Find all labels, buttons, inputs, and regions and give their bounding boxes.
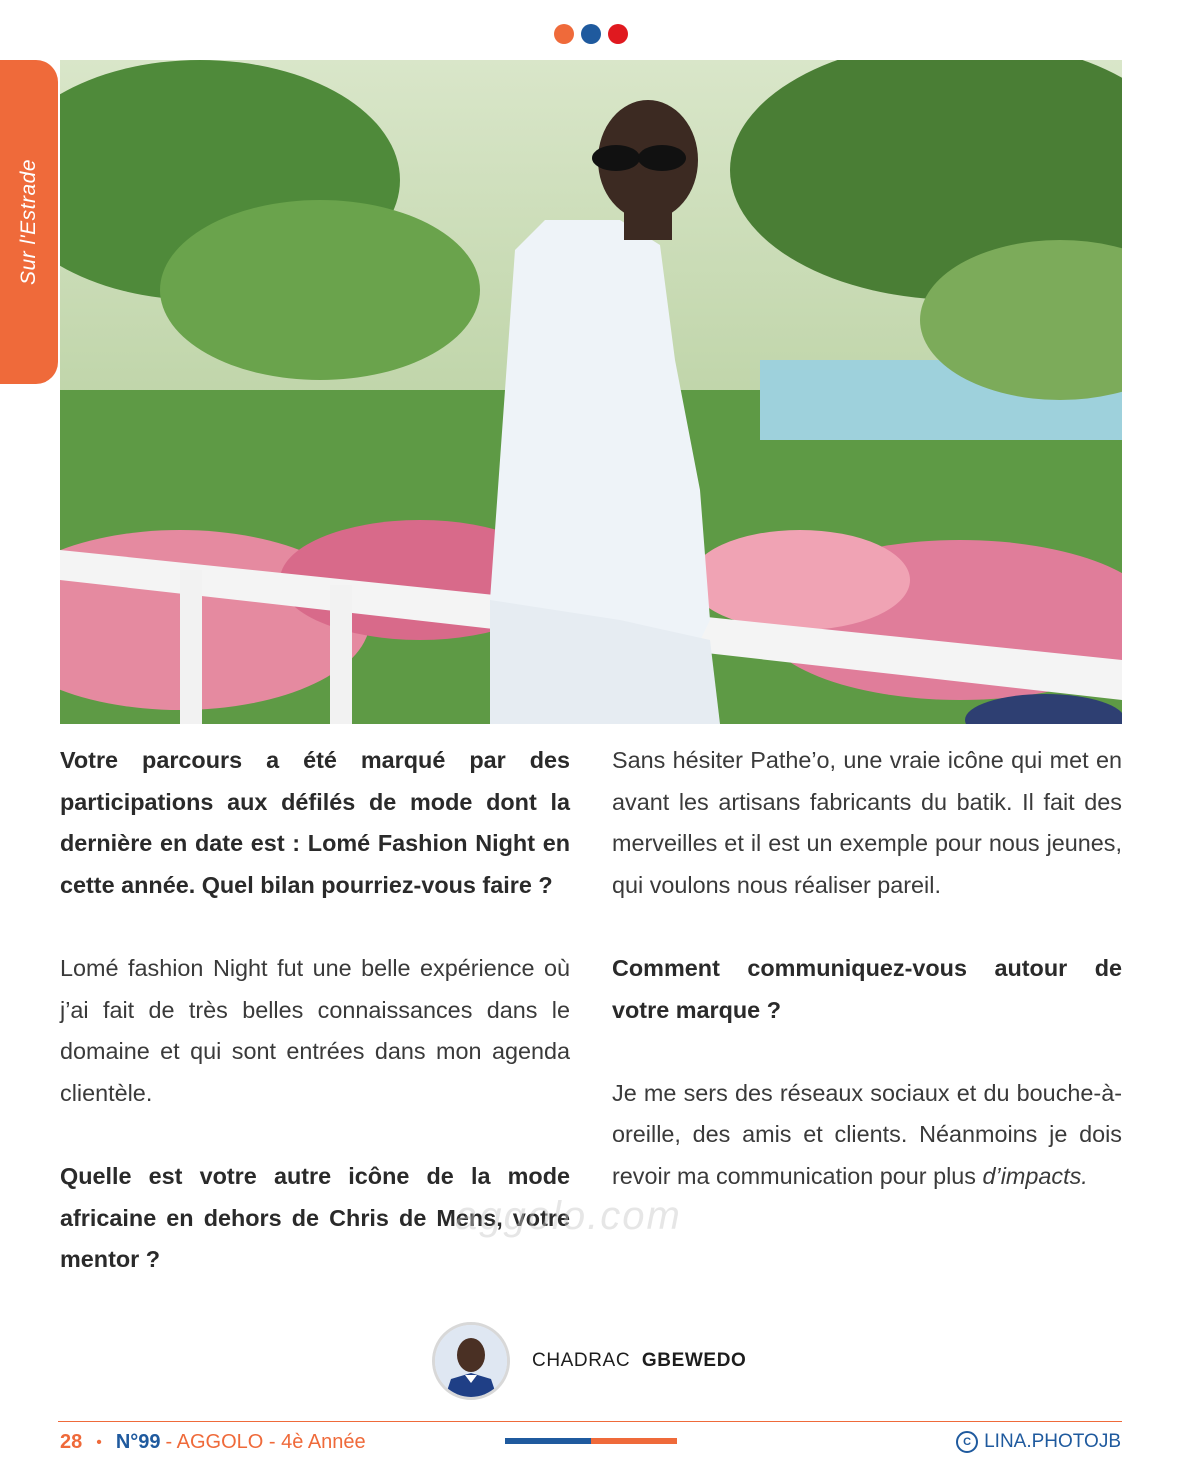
orange-bar <box>591 1438 677 1444</box>
orange-dot <box>554 24 574 44</box>
photo-credit <box>956 1431 1121 1453</box>
feature-photo <box>60 60 1122 724</box>
author-last-name: GBEWEDO <box>641 1350 747 1371</box>
footer-bullet: • <box>96 1433 102 1451</box>
issue-number: N°99 <box>115 1431 161 1453</box>
question-3: Comment communiquez-vous autour de votre marque ? <box>612 954 1122 1023</box>
photo-credit-name: LINA.PHOTOJB <box>984 1431 1121 1452</box>
blue-bar <box>505 1438 591 1444</box>
answer-3-italic: d’impacts. <box>982 1162 1088 1189</box>
watermark: aggolo.com <box>455 1194 682 1238</box>
answer-1: Lomé fashion Night fut une belle expérience où j’ai fait de très belles connaissances dans le domaine et qui sont entrées dans mon agenda clientèle. <box>60 954 570 1106</box>
author-avatar <box>432 1322 510 1400</box>
red-dot <box>608 24 628 44</box>
right-column <box>612 740 1122 1198</box>
author-name <box>532 1350 746 1372</box>
question-2: Quelle est votre autre icône de la mode africaine en dehors de Chris de Mens, votre mentor ? <box>60 1162 570 1273</box>
answer-2: Sans hésiter Pathe’o, une vraie icône qui met en avant les artisans fabricants du batik. Il fait des merveilles et il est un exemple pour nous jeunes, qui voulons nous réaliser pareil. <box>612 747 1122 898</box>
author-credit <box>432 1322 746 1400</box>
answer-3-text: Je me sers des réseaux sociaux et du bouche-à-oreille, des amis et clients. Néanmoins je dois revoir ma communication pour plus <box>612 1079 1122 1189</box>
footer-left <box>60 1431 366 1454</box>
footer-bars <box>505 1438 677 1444</box>
section-tab <box>0 60 58 384</box>
footer-divider <box>58 1421 1122 1422</box>
copyright-icon: C <box>956 1431 978 1453</box>
author-first-name: CHADRAC <box>532 1350 631 1371</box>
section-tab-label: Sur l'Estrade <box>17 158 40 286</box>
question-1: Votre parcours a été marqué par des participations aux défilés de mode dont la dernière en date est : Lomé Fashion Night en cette année. Quel bilan pourriez-vous faire ? <box>60 747 570 898</box>
answer-3 <box>612 1073 1122 1198</box>
page-number: 28 <box>60 1431 83 1453</box>
header-dots <box>554 24 628 44</box>
left-column <box>60 740 570 1281</box>
magazine-name: - AGGOLO - 4è Année <box>165 1431 366 1453</box>
blue-dot <box>581 24 601 44</box>
